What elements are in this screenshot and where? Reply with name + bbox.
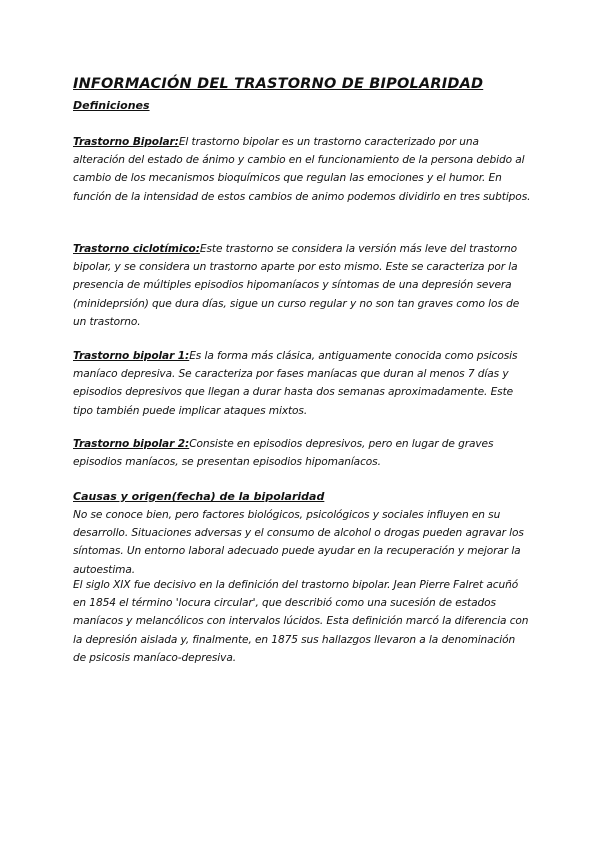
definition-text: Es la forma más clásica, antiguamente conocida como psicosis maníaco depresiva. Se caracteriza por fases maníacas que duran al menos 7 días y episodios depresivos que llegan a durar hasta dos semanas aproximadamente. Este tipo también puede implicar ataques mixtos. (73, 350, 518, 417)
definition-ciclotimico (73, 240, 531, 331)
definition-bipolar (73, 133, 531, 206)
definition-text: Este trastorno se considera la versión más leve del trastorno bipolar, y se considera un trastorno aparte por esto mismo. Este se caracteriza por la presencia de múltiples episodios hipomaníacos y síntomas de una depresión severa (minideprsión) que dura días, sigue un curso regular y no son tan graves como los de un trastorno. (73, 243, 520, 328)
definition-bipolar-1 (73, 347, 531, 420)
definition-text: El trastorno bipolar es un trastorno caracterizado por una alteración del estado de ánimo y cambio en el funcionamiento de la persona debido al cambio de los mecanismos bioquímicos que regulan las emociones y el humor. En función de la intensidad de estos cambios de animo podemos dividirlo en tres subtipos. (73, 136, 531, 203)
causes-paragraph-1: No se conoce bien, pero factores biológicos, psicológicos y sociales influyen en su desarrollo. Situaciones adversas y el consumo de alcohol o drogas pueden agravar los síntomas. Un entorno laboral adecuado puede ayudar en la recuperación y mejorar la autoestima. (73, 509, 524, 576)
definitions-heading: Definiciones (73, 99, 150, 112)
definition-term: Trastorno ciclotímico: (73, 243, 200, 255)
definition-term: Trastorno bipolar 2: (73, 438, 190, 450)
definition-term: Trastorno bipolar 1: (73, 350, 190, 362)
document-title: INFORMACIÓN DEL TRASTORNO DE BIPOLARIDAD (73, 76, 484, 92)
definition-bipolar-2 (73, 435, 531, 471)
definition-term: Trastorno Bipolar: (73, 136, 179, 148)
causes-paragraph-2: El siglo XIX fue decisivo en la definición del trastorno bipolar. Jean Pierre Falret acuñó en 1854 el término 'locura circular', que describió como una sucesión de estados maníacos y melancólicos con intervalos lúcidos. Esta definición marcó la diferencia con la depresión aislada y, finalmente, en 1875 sus hallazgos llevaron a la denominación de psicosis maníaco-depresiva. (73, 579, 529, 664)
causes-heading: Causas y origen(fecha) de la bipolaridad (73, 490, 325, 503)
definition-text: Consiste en episodios depresivos, pero en lugar de graves episodios maníacos, se presentan episodios hipomaníacos. (73, 438, 494, 469)
